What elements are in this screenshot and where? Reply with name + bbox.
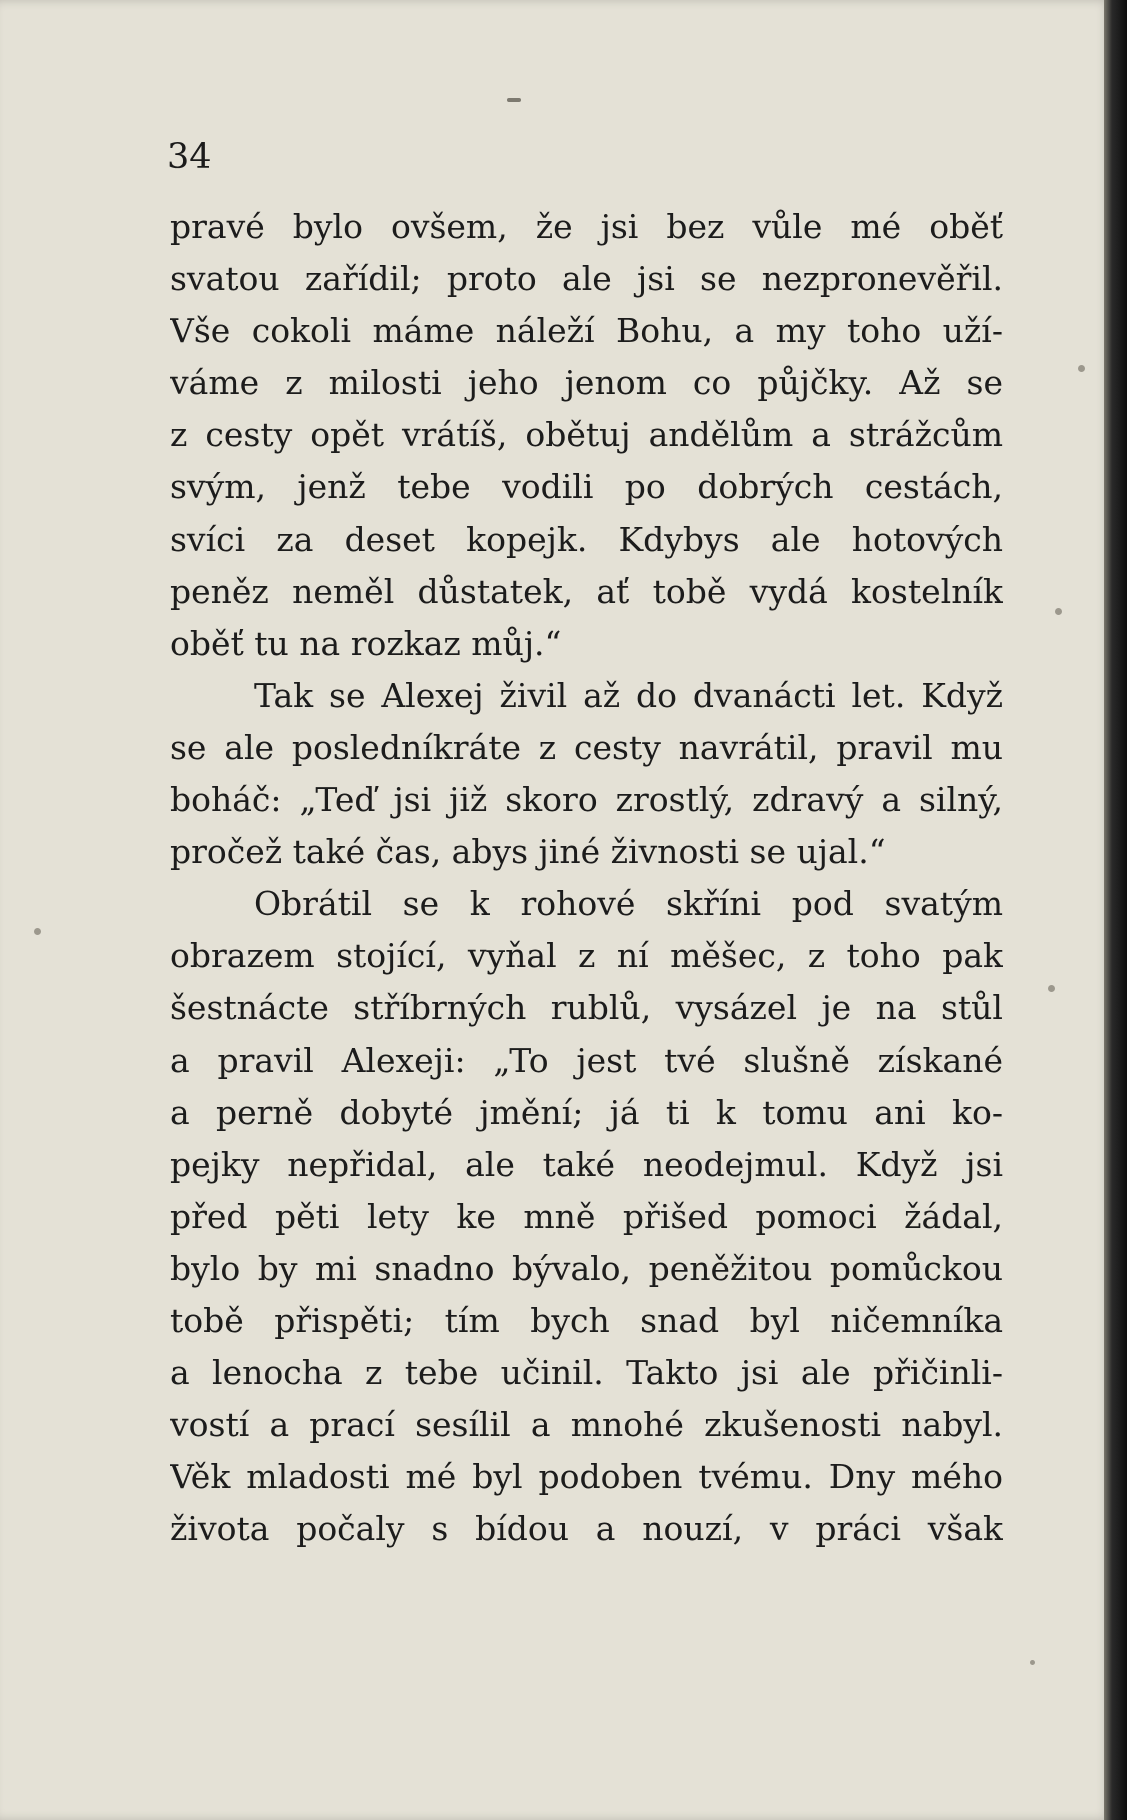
paper-mark — [507, 98, 521, 102]
text-line: oběť tu na rozkaz můj.“ — [170, 623, 562, 663]
paper-speck — [1078, 365, 1085, 372]
text-line: a lenocha z tebe učinil. Takto jsi ale přičinli- — [170, 1353, 1003, 1393]
text-line: se ale posledníkráte z cesty navrátil, pravil mu — [170, 727, 1003, 767]
text-line: Věk mladosti mé byl podoben tvému. Dny mého — [170, 1457, 1003, 1497]
text-line: obrazem stojící, vyňal z ní měšec, z toho pak — [170, 936, 1003, 976]
text-line: z cesty opět vrátíš, obětuj andělům a strážcům — [170, 415, 1003, 455]
page-number: 34 — [167, 137, 212, 177]
page-edge — [1104, 0, 1127, 1820]
text-line: peněz neměl důstatek, ať tobě vydá kostelník — [170, 571, 1003, 611]
body-text — [170, 201, 1003, 1555]
text-line: tobě přispěti; tím bych snad byl ničemníka — [170, 1300, 1003, 1340]
text-line: boháč: „Teď jsi již skoro zrostlý, zdravý a silný, — [170, 780, 1003, 820]
paper-speck — [1048, 985, 1055, 992]
text-line: svým, jenž tebe vodili po dobrých cestách, — [170, 467, 1003, 507]
text-line: Obrátil se k rohové skříni pod svatým — [254, 884, 1003, 924]
text-line: pravé bylo ovšem, že jsi bez vůle mé oběť — [170, 207, 1003, 246]
paper-speck — [1055, 608, 1062, 615]
text-line: bylo by mi snadno bývalo, peněžitou pomůckou — [170, 1248, 1003, 1288]
paper-speck — [34, 928, 41, 935]
text-line: před pěti lety ke mně přišed pomoci žádal, — [170, 1196, 1003, 1236]
text-line: Vše cokoli máme náleží Bohu, a my toho uží- — [170, 311, 1003, 351]
text-line: vostí a prací sesílil a mnohé zkušenosti nabyl. — [170, 1405, 1003, 1445]
text-line: šestnácte stříbrných rublů, vysázel je na stůl — [170, 988, 1003, 1028]
text-line: a perně dobyté jmění; já ti k tomu ani ko- — [170, 1092, 1003, 1132]
text-line: Tak se Alexej živil až do dvanácti let. Když — [254, 675, 1003, 715]
text-line: a pravil Alexeji: „To jest tvé slušně získané — [170, 1040, 1003, 1080]
text-line: svatou zařídil; proto ale jsi se nezpronevěřil. — [170, 259, 1003, 299]
text-line: váme z milosti jeho jenom co půjčky. Až se — [170, 363, 1003, 403]
text-line: pejky nepřidal, ale také neodejmul. Když jsi — [170, 1144, 1003, 1184]
text-line: pročež také čas, abys jiné živnosti se ujal.“ — [170, 832, 886, 872]
text-line: života počaly s bídou a nouzí, v práci však — [170, 1509, 1003, 1549]
text-line: svíci za deset kopejk. Kdybys ale hotových — [170, 519, 1003, 559]
paper-speck — [1030, 1660, 1035, 1665]
